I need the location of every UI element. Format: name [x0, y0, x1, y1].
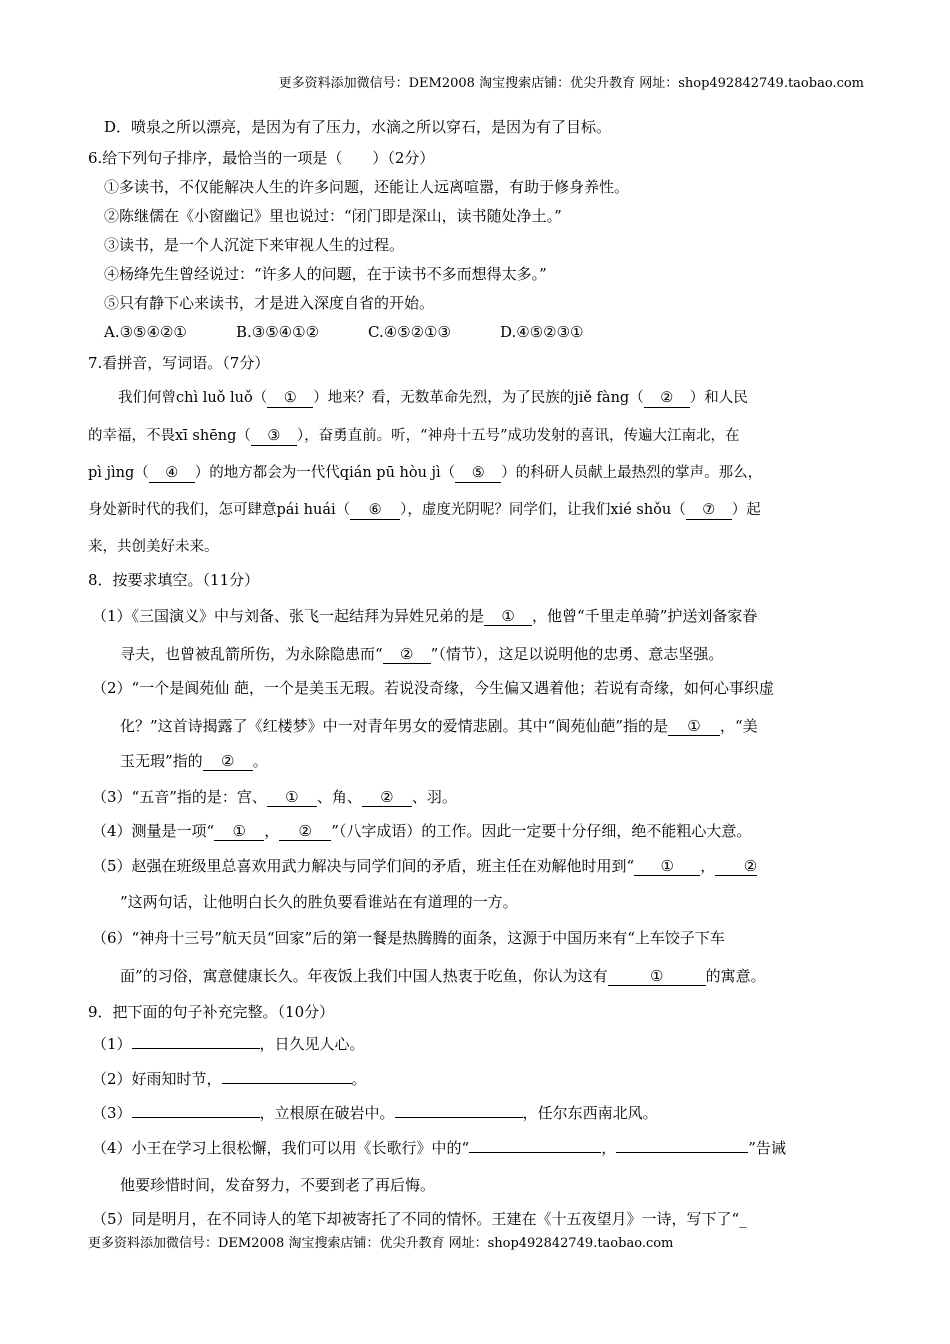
q8-3-blank-2[interactable]: ② — [362, 788, 412, 807]
q6-sentence-3: ③读书，是一个人沉淀下来审视人生的过程。 — [104, 236, 405, 254]
q8-stem: 8．按要求填空。（11分） — [88, 571, 260, 589]
q7-line-4: 身处新时代的我们，怎可肆意pái huái（ ⑥ ），虚度光阴呢？同学们，让我们xié shǒu（ ⑦ ）起 — [88, 502, 761, 518]
q6-sentence-5: ⑤只有静下心来读书，才是进入深度自省的开始。 — [104, 294, 435, 312]
q8-3-blank-1[interactable]: ① — [267, 788, 317, 807]
q7-blank-4[interactable]: ④ — [149, 464, 195, 483]
q8-2-blank-2[interactable]: ② — [203, 752, 253, 771]
q9-4-blank-2[interactable] — [616, 1152, 748, 1153]
q7-stem: 7.看拼音，写词语。（7分） — [88, 354, 270, 372]
q8-part-1-line-1: （1）《三国演义》中与刘备、张飞一起结拜为异姓兄弟的是 ① ，他曾“千里走单骑”护送刘备家眷 — [92, 607, 758, 625]
q7-blank-7[interactable]: ⑦ — [686, 501, 732, 520]
q9-3-blank-2[interactable] — [395, 1117, 523, 1118]
q6-stem: 6.给下列句子排序，最恰当的一项是（ ）（2分） — [88, 149, 435, 167]
page-header: 更多资料添加微信号：DEM2008 淘宝搜索店铺：优尖升教育 网址：shop492842749.taobao.com — [278, 76, 864, 91]
q7-blank-2[interactable]: ② — [644, 389, 690, 408]
q7-blank-3[interactable]: ③ — [251, 427, 297, 446]
q6-sentence-4: ④杨绛先生曾经说过：“许多人的问题，在于读书不多而想得太多。” — [104, 265, 547, 283]
q8-5-blank-2[interactable]: ② — [715, 857, 757, 876]
q9-part-1: （1） ，日久见人心。 — [92, 1035, 365, 1053]
q9-part-2: （2）好雨知时节， 。 — [92, 1070, 367, 1088]
q8-part-1-line-2: 寻夫，也曾被乱箭所伤，为永除隐患而“ ② ”（情节），这足以说明他的忠勇、意志坚强。 — [120, 645, 724, 663]
q8-part-5-line-2: ”这两句话，让他明白长久的胜负要看谁站在有道理的一方。 — [120, 893, 518, 911]
page-footer: 更多资料添加微信号：DEM2008 淘宝搜索店铺：优尖升教育 网址：shop492842749.taobao.com — [88, 1236, 674, 1251]
q8-part-2-line-3: 玉无瑕”指的 ② 。 — [120, 752, 268, 770]
q7-line-2: 的幸福，不畏xī shēng（ ③ ），奋勇直前。听，“神舟十五号”成功发射的喜讯，传遍大江南北，在 — [88, 428, 740, 444]
q8-1-blank-2[interactable]: ② — [383, 645, 431, 664]
q6-option-c[interactable]: C.④⑤②①③ — [368, 323, 451, 341]
q8-4-blank-1[interactable]: ① — [214, 822, 264, 841]
q5-option-d: D．喷泉之所以漂亮，是因为有了压力，水滴之所以穿石，是因为有了目标。 — [104, 118, 612, 136]
q8-1-blank-1[interactable]: ① — [484, 607, 532, 626]
q7-line-3: pì jìng（ ④ ）的地方都会为一代代qián pū hòu jì（ ⑤ ）的科研人员献上最热烈的掌声。那么， — [88, 465, 763, 481]
q8-part-3: （3）“五音”指的是：宫、 ① 、角、 ② 、羽。 — [92, 788, 457, 806]
q7-line-5: 来，共创美好未来。 — [88, 539, 219, 555]
q8-4-blank-2[interactable]: ② — [279, 822, 331, 841]
q9-part-5-line-1: （5）同是明月，在不同诗人的笔下却被寄托了不同的情怀。王建在《十五夜望月》一诗，写下了“_ — [92, 1210, 747, 1228]
q7-blank-6[interactable]: ⑥ — [350, 501, 400, 520]
q7-blank-5[interactable]: ⑤ — [455, 464, 501, 483]
q8-part-5-line-1: （5）赵强在班级里总喜欢用武力解决与同学们间的矛盾，班主任在劝解他时用到“ ① ， ② — [92, 857, 758, 875]
q9-3-blank-1[interactable] — [132, 1117, 260, 1118]
q6-options — [104, 322, 584, 342]
q8-5-blank-1[interactable]: ① — [634, 857, 700, 876]
q8-part-4: （4）测量是一项“ ① ， ② ”（八字成语）的工作。因此一定要十分仔细，绝不能粗心大意。 — [92, 822, 752, 840]
q8-part-2-line-2: 化？”这首诗揭露了《红楼梦》中一对青年男女的爱情悲剧。其中“阆苑仙葩”指的是 ① ，“美 — [120, 717, 758, 735]
q6-sentence-2: ②陈继儒在《小窗幽记》里也说过：“闭门即是深山，读书随处净土。” — [104, 207, 562, 225]
q9-4-blank-1[interactable] — [469, 1152, 601, 1153]
q9-stem: 9．把下面的句子补充完整。（10分） — [88, 1003, 335, 1021]
q9-1-blank[interactable] — [132, 1048, 260, 1049]
q8-2-blank-1[interactable]: ① — [668, 717, 720, 736]
q6-option-d[interactable]: D.④⑤②③① — [500, 323, 584, 341]
q8-6-blank-1[interactable]: ① — [608, 967, 706, 986]
q8-part-2-line-1: （2）“一个是阆苑仙 葩，一个是美玉无瑕。若说没奇缘，今生偏又遇着他；若说有奇缘，如何心事织虚 — [92, 679, 774, 697]
q9-part-3: （3） ，立根原在破岩中。 ，任尔东西南北风。 — [92, 1104, 658, 1122]
q6-sentence-1: ①多读书，不仅能解决人生的许多问题，还能让人远离喧嚣，有助于修身养性。 — [104, 178, 630, 196]
q8-part-6-line-2: 面”的习俗，寓意健康长久。年夜饭上我们中国人热衷于吃鱼，你认为这有 ① 的寓意。 — [120, 967, 766, 985]
q6-option-a[interactable]: A.③⑤④②① — [104, 323, 187, 341]
q8-part-6-line-1: （6）“神舟十三号”航天员“回家”后的第一餐是热腾腾的面条，这源于中国历来有“上车饺子下车 — [92, 929, 725, 947]
q9-2-blank[interactable] — [222, 1083, 352, 1084]
q9-part-4-line-2: 他要珍惜时间，发奋努力，不要到老了再后悔。 — [120, 1176, 436, 1194]
q9-part-4-line-1: （4）小王在学习上很松懈，我们可以用《长歌行》中的“ ， ”告诫 — [92, 1139, 786, 1157]
q7-blank-1[interactable]: ① — [267, 389, 313, 408]
q7-line-1: 我们何曾chì luǒ luǒ（ ① ）地来？看，无数革命先烈，为了民族的jiě fàng（ ② ）和人民 — [118, 390, 748, 406]
q6-option-b[interactable]: B.③⑤④①② — [236, 323, 320, 341]
